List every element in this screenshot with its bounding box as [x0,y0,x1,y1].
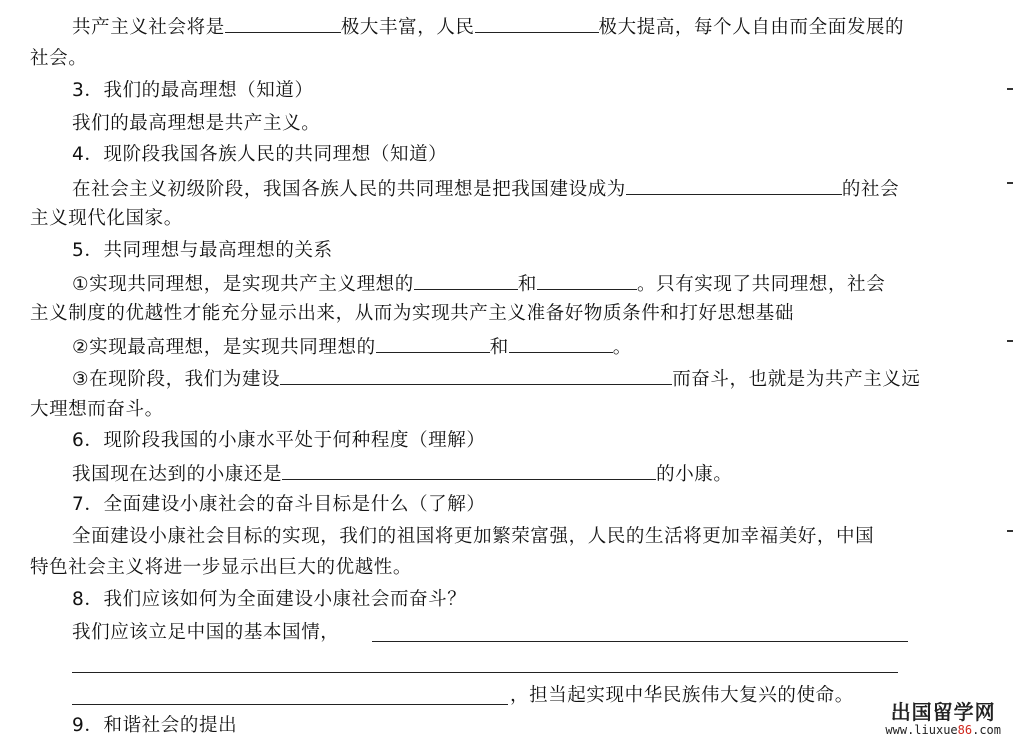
section-heading [72,239,333,263]
paragraph-line [30,556,412,580]
page-edge-mark [1007,88,1013,90]
paragraph-line [72,461,733,487]
text-segment: 我国现在达到的小康还是 [72,464,283,485]
watermark-url [885,723,1001,737]
page-edge-mark [1007,182,1013,184]
paragraph-line [72,14,904,40]
text-segment: 社会。 [30,48,88,69]
answer-blank[interactable] [414,271,518,290]
watermark-url-part: www.liuxue [885,723,958,737]
text-segment: 和 [489,337,509,358]
text-segment: 的小康。 [656,464,733,485]
watermark-url-part: .com [972,723,1001,737]
answer-blank[interactable] [280,366,672,385]
section-heading [72,714,237,738]
paragraph-line [30,207,183,231]
answer-blank[interactable] [72,672,898,673]
watermark-url-part: 86 [957,723,973,737]
page-edge-mark [1007,530,1013,532]
text-segment: 而奋斗，也就是为共产主义远 [672,369,921,390]
text-segment: ①实现共同理想，是实现共产主义理想的 [72,274,414,295]
text-segment: 和 [517,274,537,295]
text-segment: 大理想而奋斗。 [30,399,164,420]
text-segment: 主义现代化国家。 [30,208,183,229]
text-segment: ，担当起实现中华民族伟大复兴的使命。 [510,685,854,706]
section-heading [72,588,466,612]
text-segment: 5．共同理想与最高理想的关系 [72,240,333,261]
paragraph-line [510,684,854,708]
site-watermark [885,696,1001,737]
text-segment: 。 [612,337,632,358]
answer-blank[interactable] [225,14,341,33]
text-segment: ②实现最高理想，是实现共同理想的 [72,337,376,358]
paragraph-line [72,525,874,549]
text-segment: 在社会主义初级阶段，我国各族人民的共同理想是把我国建设成为 [72,179,626,200]
answer-blank[interactable] [475,14,599,33]
text-segment: 全面建设小康社会目标的实现，我们的祖国将更加繁荣富强，人民的生活将更加幸福美好，中国 [72,526,875,547]
answer-blank[interactable] [376,334,490,353]
watermark-title: 出国留学网 [890,700,996,724]
section-heading [72,79,314,103]
text-segment: 共产主义社会将是 [72,17,225,38]
text-segment: ③在现阶段，我们为建设 [72,369,281,390]
paragraph-line [72,112,320,136]
paragraph-line [72,334,632,360]
answer-blank[interactable] [72,704,508,705]
text-segment: 。只有实现了共同理想，社会 [637,274,886,295]
text-segment: 3．我们的最高理想（知道） [72,80,314,101]
text-segment: 6．现阶段我国的小康水平处于何种程度（理解） [72,430,486,451]
answer-blank[interactable] [372,641,908,642]
answer-blank[interactable] [282,461,656,480]
text-segment: 极大提高，每个人自由而全面发展的 [598,17,905,38]
paragraph-line [30,47,87,71]
answer-blank[interactable] [626,176,842,195]
section-heading [72,493,485,517]
page-edge-mark [1007,340,1013,342]
text-segment: 4．现阶段我国各族人民的共同理想（知道） [72,144,448,165]
text-segment: 7．全面建设小康社会的奋斗目标是什么（了解） [72,494,486,515]
text-segment: 我们的最高理想是共产主义。 [72,113,321,134]
paragraph-line [72,271,885,297]
text-segment: 极大丰富，人民 [340,17,475,38]
section-heading [72,143,447,167]
answer-blank[interactable] [537,271,637,290]
text-segment: 的社会 [841,179,900,200]
paragraph-line [30,302,794,326]
text-segment: 8．我们应该如何为全面建设小康社会而奋斗？ [72,589,467,610]
paragraph-line [72,176,899,202]
paragraph-line [72,366,921,392]
paragraph-line [72,621,339,645]
paragraph-line [30,398,164,422]
text-segment: 主义制度的优越性才能充分显示出来，从而为实现共产主义准备好物质条件和打好思想基础 [30,303,795,324]
answer-blank[interactable] [509,334,613,353]
text-segment: 我们应该立足中国的基本国情， [72,622,340,643]
text-segment: 特色社会主义将进一步显示出巨大的优越性。 [30,557,413,578]
section-heading [72,429,485,453]
text-segment: 9．和谐社会的提出 [72,715,238,736]
